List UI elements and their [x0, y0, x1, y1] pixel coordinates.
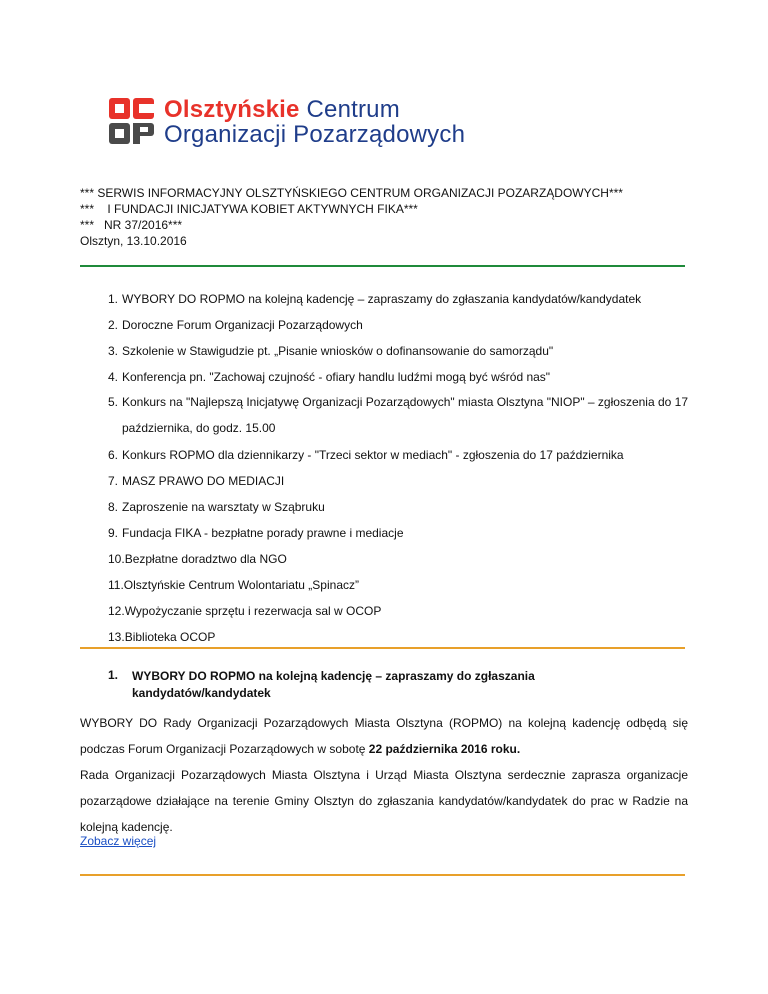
paragraph-date-bold: 22 października 2016 roku.: [368, 742, 521, 756]
logo-word-olsztynskie: Olsztyńskie: [164, 96, 300, 123]
header-line-2: *** I FUNDACJI INICJATYWA KOBIET AKTYWNYCH FIKA***: [80, 202, 418, 216]
toc-text: WYBORY DO ROPMO na kolejną kadencję – zapraszamy do zgłaszania kandydatów/kandydatek: [122, 292, 642, 306]
section-1-paragraph-1: [80, 710, 688, 762]
toc-num: 11.: [108, 578, 124, 592]
toc-num: 4.: [108, 370, 119, 384]
orange-divider: [80, 647, 685, 649]
header-date: Olsztyn, 13.10.2016: [80, 234, 187, 248]
toc-num: 3.: [108, 344, 119, 358]
section-1-paragraph-2: Rada Organizacji Pozarządowych Miasta Olsztyna i Urząd Miasta Olsztyna serdecznie zaprasza organizacje pozarządowe działające na terenie Gminy Olsztyn do zgłaszania kandydatów/kandydatek do prac w Radzie na kolejną kadencję.: [80, 768, 688, 834]
section-title: [132, 668, 535, 702]
toc-text: Bezpłatne doradztwo dla NGO: [124, 552, 287, 566]
toc-item-5[interactable]: [108, 396, 688, 448]
toc-item-1[interactable]: [108, 292, 688, 318]
toc-item-12[interactable]: [108, 604, 688, 630]
toc-text: Konferencja pn. "Zachowaj czujność - ofiary handlu ludźmi mogą być wśród nas": [122, 370, 551, 384]
logo-line-organizacji: Organizacji Pozarządowych: [164, 121, 466, 148]
toc-num: 6.: [108, 448, 119, 462]
toc-item-3[interactable]: [108, 344, 688, 370]
toc-num: 12.: [108, 604, 125, 618]
see-more-link[interactable]: Zobacz więcej: [80, 834, 157, 848]
toc-item-2[interactable]: [108, 318, 688, 344]
toc-num: 2.: [108, 318, 119, 332]
toc-text: Szkolenie w Stawigudzie pt. „Pisanie wniosków o dofinansowanie do samorządu": [122, 344, 554, 358]
toc-num: 10.: [108, 552, 125, 566]
ocop-logo: [108, 97, 465, 147]
section-title-line-1: WYBORY DO ROPMO na kolejną kadencję – zapraszamy do zgłaszania: [132, 669, 535, 683]
section-1-heading: [108, 668, 696, 702]
toc-num: 8.: [108, 500, 119, 514]
toc-text: Olsztyńskie Centrum Wolontariatu „Spinacz”: [123, 578, 359, 592]
toc-text: Biblioteka OCOP: [124, 630, 216, 644]
logo-word-centrum: Centrum: [306, 96, 400, 123]
toc-text: Konkurs ROPMO dla dziennikarzy - "Trzeci sektor w mediach" - zgłoszenia do 17 października: [122, 448, 624, 462]
toc-item-6[interactable]: [108, 448, 688, 474]
toc-item-7[interactable]: [108, 474, 688, 500]
toc-num: 1.: [108, 292, 119, 306]
newsletter-header: [80, 185, 623, 249]
ocop-logo-mark: [108, 97, 156, 145]
toc-item-13[interactable]: [108, 630, 688, 656]
toc-text: Konkurs na "Najlepszą Inicjatywę Organizacji Pozarządowych" miasta Olsztyna "NIOP" – zgłoszenia do 17 października, do godz. 15.00: [122, 395, 688, 435]
paragraph-text: WYBORY DO Rady Organizacji Pozarządowych Miasta Olsztyna (ROPMO) na kolejną kadencję odbędą się podczas Forum Organizacji Pozarządowych w sobotę: [80, 716, 688, 756]
toc-item-10[interactable]: [108, 552, 688, 578]
toc-text: Doroczne Forum Organizacji Pozarządowych: [122, 318, 363, 332]
toc-num: 13.: [108, 630, 125, 644]
toc-text: Zaproszenie na warsztaty w Sząbruku: [122, 500, 325, 514]
toc-item-11[interactable]: [108, 578, 688, 604]
toc-text: Wypożyczanie sprzętu i rezerwacja sal w OCOP: [124, 604, 382, 618]
section-number: 1.: [108, 668, 119, 682]
section-title-line-2: kandydatów/kandydatek: [132, 686, 271, 700]
logo-wordmark: [164, 98, 465, 147]
toc-text: Fundacja FIKA - bezpłatne porady prawne i mediacje: [122, 526, 404, 540]
toc-num: 5.: [108, 395, 119, 409]
orange-divider-bottom: [80, 874, 685, 876]
toc-item-8[interactable]: [108, 500, 688, 526]
toc-item-9[interactable]: [108, 526, 688, 552]
toc-num: 7.: [108, 474, 119, 488]
green-divider: [80, 265, 685, 267]
toc-text: MASZ PRAWO DO MEDIACJI: [122, 474, 285, 488]
header-line-1: *** SERWIS INFORMACYJNY OLSZTYŃSKIEGO CENTRUM ORGANIZACJI POZARZĄDOWYCH***: [80, 186, 623, 200]
toc-num: 9.: [108, 526, 119, 540]
table-of-contents: [108, 292, 688, 656]
header-line-3: *** NR 37/2016***: [80, 218, 183, 232]
